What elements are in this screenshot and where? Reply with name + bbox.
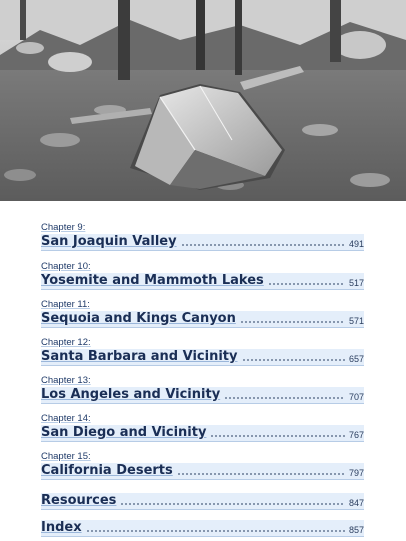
chapter-label[interactable]: Chapter 13: xyxy=(41,375,91,386)
dot-leader xyxy=(210,434,345,438)
chapter-label[interactable]: Chapter 10: xyxy=(41,261,91,272)
dot-leader xyxy=(268,282,345,286)
chapter-title-link[interactable]: Los Angeles and Vicinity xyxy=(41,387,221,402)
chapter-title-link[interactable]: Santa Barbara and Vicinity xyxy=(41,349,238,364)
toc-entry-chapter-14[interactable] xyxy=(41,413,364,451)
chapter-title-link[interactable]: San Joaquin Valley xyxy=(41,234,177,249)
chapter-title-link[interactable]: Sequoia and Kings Canyon xyxy=(41,311,236,326)
page-number-link[interactable]: 571 xyxy=(348,316,364,326)
chapter-label[interactable]: Chapter 11: xyxy=(41,299,90,310)
toc-line[interactable] xyxy=(41,463,364,480)
dot-leader xyxy=(242,358,346,362)
toc-line[interactable] xyxy=(41,311,364,328)
chapter-label[interactable]: Chapter 14: xyxy=(41,413,91,424)
toc-line[interactable] xyxy=(41,273,364,290)
toc-line[interactable] xyxy=(41,387,364,404)
page-number-link[interactable]: 847 xyxy=(348,498,364,508)
toc-entry-chapter-11[interactable] xyxy=(41,299,364,337)
chapter-title-link[interactable]: California Deserts xyxy=(41,463,173,478)
chapter-title-link[interactable]: San Diego and Vicinity xyxy=(41,425,207,440)
toc-entry-chapter-13[interactable] xyxy=(41,375,364,413)
chapter-label[interactable]: Chapter 9: xyxy=(41,222,86,233)
page-number-link[interactable]: 797 xyxy=(348,468,364,478)
dot-leader xyxy=(86,529,345,533)
page-number-link[interactable]: 517 xyxy=(348,278,364,288)
toc-entry-index[interactable] xyxy=(41,520,364,541)
dot-leader xyxy=(240,320,345,324)
tent-campsite-illustration xyxy=(0,0,406,201)
chapter-title-link[interactable]: Yosemite and Mammoth Lakes xyxy=(41,273,264,288)
toc-entry-chapter-12[interactable] xyxy=(41,337,364,375)
dot-leader xyxy=(177,472,345,476)
toc-line[interactable] xyxy=(41,425,364,442)
toc-line[interactable] xyxy=(41,234,364,251)
toc-entry-resources[interactable] xyxy=(41,493,364,520)
toc-line[interactable] xyxy=(41,493,364,510)
index-link[interactable]: Index xyxy=(41,520,82,535)
toc-entry-chapter-9[interactable] xyxy=(41,222,364,261)
chapter-label[interactable]: Chapter 15: xyxy=(41,451,91,462)
toc-entry-chapter-10[interactable] xyxy=(41,261,364,299)
toc-line[interactable] xyxy=(41,349,364,366)
page-number-link[interactable]: 767 xyxy=(348,430,364,440)
page-number-link[interactable]: 657 xyxy=(348,354,364,364)
page-number-link[interactable]: 857 xyxy=(348,525,364,535)
campsite-photo xyxy=(0,0,406,201)
page-number-link[interactable]: 707 xyxy=(348,392,364,402)
dot-leader xyxy=(181,243,345,247)
dot-leader xyxy=(224,396,345,400)
resources-link[interactable]: Resources xyxy=(41,493,117,508)
page-number-link[interactable]: 491 xyxy=(348,239,364,249)
dot-leader xyxy=(120,502,345,506)
table-of-contents xyxy=(41,222,364,541)
toc-entry-chapter-15[interactable] xyxy=(41,451,364,493)
toc-line[interactable] xyxy=(41,520,364,537)
chapter-label[interactable]: Chapter 12: xyxy=(41,337,91,348)
